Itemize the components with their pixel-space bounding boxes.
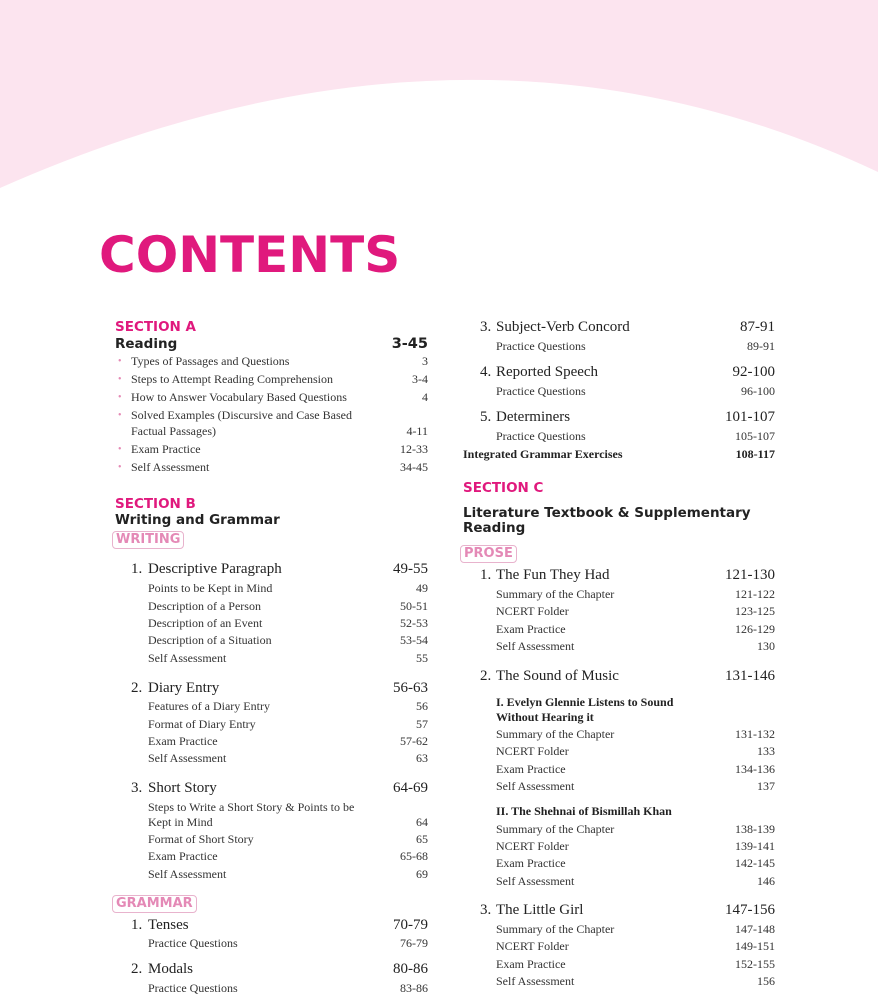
- page-range: 121-130: [725, 567, 775, 583]
- toc-entry[interactable]: [148, 633, 428, 648]
- entry-title: Summary of the Chapter: [496, 587, 615, 601]
- entry-title: Format of Diary Entry: [148, 717, 256, 731]
- page-range: 53-54: [400, 633, 428, 647]
- page-range: 131-132: [735, 727, 775, 741]
- page-range: 49: [416, 581, 428, 595]
- entry-title: NCERT Folder: [496, 604, 569, 618]
- page-range: 131-146: [725, 668, 775, 684]
- entry-title: Modals: [148, 961, 193, 977]
- page-title: CONTENTS: [99, 226, 401, 284]
- page-range: 147-156: [725, 902, 775, 918]
- page-range: 4-11: [406, 424, 428, 438]
- page-range: 142-145: [735, 856, 775, 870]
- entry-title: Description of an Event: [148, 616, 263, 630]
- entry-title: Reading: [115, 336, 178, 352]
- page-range: 121-122: [735, 587, 775, 601]
- toc-entry[interactable]: [148, 832, 428, 847]
- entry-title: Steps to Attempt Reading Comprehension: [131, 372, 333, 386]
- entry-title: Features of a Diary Entry: [148, 699, 270, 713]
- entry-title: The Sound of Music: [496, 668, 619, 684]
- toc-entry[interactable]: [496, 762, 775, 777]
- toc-entry[interactable]: [496, 429, 775, 444]
- bullet-icon: •: [118, 410, 122, 421]
- page-range: 64-69: [393, 780, 428, 796]
- entry-title: The Little Girl: [496, 902, 584, 918]
- page-range: 50-51: [400, 599, 428, 613]
- entry-title: Practice Questions: [496, 339, 586, 353]
- toc-entry[interactable]: [148, 616, 428, 631]
- entry-title: Practice Questions: [148, 936, 238, 950]
- page-range: 12-33: [400, 442, 428, 456]
- page-range: 137: [757, 779, 775, 793]
- toc-entry[interactable]: [148, 599, 428, 614]
- toc-entry[interactable]: [148, 581, 428, 596]
- chapter-number: 2.: [480, 668, 492, 684]
- entry-title: The Fun They Had: [496, 567, 610, 583]
- toc-entry[interactable]: [148, 849, 428, 864]
- page-range: 123-125: [735, 604, 775, 618]
- entry-title: Exam Practice: [131, 442, 201, 456]
- page-range: 64: [416, 815, 428, 829]
- entry-title: Self Assessment: [496, 779, 575, 793]
- entry-title: Reported Speech: [496, 364, 599, 380]
- page-range: 65-68: [400, 849, 428, 863]
- bullet-icon: •: [118, 374, 122, 385]
- page-range: 63: [416, 751, 428, 765]
- entry-title: II. The Shehnai of Bismillah Khan: [496, 804, 672, 818]
- page-range: 126-129: [735, 622, 775, 636]
- toc-entry[interactable]: [118, 459, 428, 475]
- chapter-number: 3.: [480, 319, 492, 335]
- page-range: 55: [416, 651, 428, 665]
- toc-entry[interactable]: [480, 668, 775, 685]
- entry-title: Self Assessment: [496, 639, 575, 653]
- toc-entry[interactable]: [480, 567, 775, 584]
- page-range: 147-148: [735, 922, 775, 936]
- toc-entry[interactable]: [118, 441, 428, 457]
- entry-title: Exam Practice: [496, 957, 566, 971]
- toc-entry[interactable]: [118, 389, 428, 405]
- entry-title: Exam Practice: [496, 622, 566, 636]
- toc-entry[interactable]: [496, 587, 775, 602]
- entry-title: Format of Short Story: [148, 832, 254, 846]
- section-heading: [463, 506, 775, 536]
- page-range: 130: [757, 639, 775, 653]
- toc-entry[interactable]: [496, 744, 775, 759]
- entry-title: SECTION B: [115, 496, 196, 512]
- entry-title: How to Answer Vocabulary Based Questions: [131, 390, 347, 404]
- toc-entry[interactable]: [496, 839, 775, 854]
- toc-entry[interactable]: [496, 727, 775, 742]
- chapter-number: 4.: [480, 364, 492, 380]
- entry-title: NCERT Folder: [496, 744, 569, 758]
- entry-title: Practice Questions: [148, 981, 238, 995]
- toc-entry[interactable]: [496, 384, 775, 399]
- section-heading: [115, 337, 428, 352]
- toc-entry[interactable]: [496, 695, 775, 725]
- entry-title: Self Assessment: [148, 867, 227, 881]
- bullet-icon: •: [118, 392, 122, 403]
- page-range: 49-55: [393, 561, 428, 577]
- toc-entry[interactable]: [118, 353, 428, 369]
- page-range: 3-45: [391, 336, 428, 352]
- section-label: [115, 319, 428, 335]
- entry-title: SECTION A: [115, 319, 197, 335]
- toc-entry[interactable]: [131, 561, 428, 578]
- toc-entry[interactable]: [148, 651, 428, 666]
- toc-entry[interactable]: [480, 409, 775, 426]
- bullet-icon: •: [118, 462, 122, 473]
- toc-entry[interactable]: [131, 961, 428, 978]
- toc-entry[interactable]: [131, 917, 428, 934]
- entry-title: Practice Questions: [496, 429, 586, 443]
- entry-title: Summary of the Chapter: [496, 822, 615, 836]
- toc-entry[interactable]: [496, 604, 775, 619]
- page-range: 101-107: [725, 409, 775, 425]
- entry-title: Summary of the Chapter: [496, 922, 615, 936]
- chapter-number: 1.: [131, 561, 143, 577]
- toc-entry[interactable]: [496, 939, 775, 954]
- page-range: 96-100: [741, 384, 775, 398]
- toc-entry[interactable]: [496, 622, 775, 637]
- page-range: 56: [416, 699, 428, 713]
- toc-entry[interactable]: [148, 717, 428, 732]
- chapter-number: 5.: [480, 409, 492, 425]
- bullet-icon: •: [118, 356, 122, 367]
- chapter-number: 2.: [131, 680, 143, 696]
- page-range: 57: [416, 717, 428, 731]
- entry-title: Writing and Grammar: [115, 512, 280, 528]
- entry-title: Solved Examples (Discursive and Case Based Factual Passages): [131, 408, 352, 438]
- chapter-number: 1.: [131, 917, 143, 933]
- page-range: 76-79: [400, 936, 428, 950]
- entry-title: Subject-Verb Concord: [496, 319, 630, 335]
- section-tag-writing: WRITING: [112, 531, 184, 549]
- entry-title: Exam Practice: [148, 734, 218, 748]
- entry-title: Description of a Person: [148, 599, 261, 613]
- chapter-number: 1.: [480, 567, 492, 583]
- entry-title: Description of a Situation: [148, 633, 272, 647]
- entry-title: Self Assessment: [131, 460, 210, 474]
- pink-header-band: [0, 0, 878, 260]
- section-label: [115, 496, 428, 512]
- page-range: 3: [422, 354, 428, 368]
- page-range: 152-155: [735, 957, 775, 971]
- entry-title: SECTION C: [463, 480, 544, 496]
- entry-title: Self Assessment: [496, 874, 575, 888]
- section-tag-prose: PROSE: [460, 545, 517, 563]
- entry-title: Self Assessment: [148, 751, 227, 765]
- page-range: 3-4: [412, 372, 428, 386]
- toc-entry[interactable]: [496, 874, 775, 889]
- section-label: [463, 480, 775, 496]
- toc-entry[interactable]: [148, 867, 428, 882]
- page-range: 34-45: [400, 460, 428, 474]
- entry-title: Exam Practice: [148, 849, 218, 863]
- page-range: 70-79: [393, 917, 428, 933]
- entry-title: NCERT Folder: [496, 939, 569, 953]
- toc-entry[interactable]: [118, 371, 428, 387]
- toc-entry[interactable]: [496, 957, 775, 972]
- toc-entry[interactable]: [148, 734, 428, 749]
- page-range: 56-63: [393, 680, 428, 696]
- entry-title: Descriptive Paragraph: [148, 561, 282, 577]
- page-range: 156: [757, 974, 775, 988]
- entry-title: Literature Textbook & Supplementary Reading: [463, 505, 751, 536]
- page-range: 4: [422, 390, 428, 404]
- entry-title: Types of Passages and Questions: [131, 354, 290, 368]
- section-tag-grammar: GRAMMAR: [112, 895, 197, 913]
- toc-entry[interactable]: [496, 639, 775, 654]
- page-range: 149-151: [735, 939, 775, 953]
- page-range: 138-139: [735, 822, 775, 836]
- entry-title: Tenses: [148, 917, 189, 933]
- page-range: 83-86: [400, 981, 428, 995]
- entry-title: Points to be Kept in Mind: [148, 581, 273, 595]
- toc-entry[interactable]: [131, 780, 428, 797]
- page-range: 146: [757, 874, 775, 888]
- toc-entry[interactable]: [496, 974, 775, 989]
- page-range: 87-91: [740, 319, 775, 335]
- chapter-number: 3.: [131, 780, 143, 796]
- toc-entry[interactable]: [480, 364, 775, 381]
- entry-title: Exam Practice: [496, 762, 566, 776]
- toc-entry[interactable]: [496, 339, 775, 354]
- toc-entry[interactable]: [480, 902, 775, 919]
- toc-entry[interactable]: [148, 936, 428, 951]
- chapter-number: 3.: [480, 902, 492, 918]
- toc-entry[interactable]: [148, 981, 428, 996]
- toc-entry[interactable]: [480, 319, 775, 336]
- page-range: 133: [757, 744, 775, 758]
- entry-title: Self Assessment: [496, 974, 575, 988]
- entry-title: Self Assessment: [148, 651, 227, 665]
- entry-title: Determiners: [496, 409, 571, 425]
- page-range: 57-62: [400, 734, 428, 748]
- page-range: 89-91: [747, 339, 775, 353]
- entry-title: Steps to Write a Short Story & Points to be Kept in Mind: [148, 800, 355, 829]
- page-range: 69: [416, 867, 428, 881]
- entry-title: Summary of the Chapter: [496, 727, 615, 741]
- toc-entry[interactable]: [463, 447, 775, 462]
- toc-entry[interactable]: [496, 779, 775, 794]
- page-range: 80-86: [393, 961, 428, 977]
- page-range: 92-100: [732, 364, 775, 380]
- page-range: 139-141: [735, 839, 775, 853]
- toc-entry[interactable]: [131, 680, 428, 697]
- toc-entry[interactable]: [148, 699, 428, 714]
- toc-entry[interactable]: [496, 856, 775, 871]
- page-range: 65: [416, 832, 428, 846]
- section-heading: [115, 513, 428, 528]
- page-range: 108-117: [735, 447, 775, 461]
- toc-entry[interactable]: [148, 800, 428, 830]
- toc-entry[interactable]: [118, 407, 428, 439]
- page-range: 52-53: [400, 616, 428, 630]
- toc-entry[interactable]: [496, 804, 775, 819]
- entry-title: I. Evelyn Glennie Listens to Sound Without Hearing it: [496, 695, 674, 724]
- entry-title: Integrated Grammar Exercises: [463, 447, 623, 461]
- entry-title: Exam Practice: [496, 856, 566, 870]
- toc-entry[interactable]: [496, 822, 775, 837]
- chapter-number: 2.: [131, 961, 143, 977]
- page-range: 105-107: [735, 429, 775, 443]
- entry-title: Practice Questions: [496, 384, 586, 398]
- page-range: 134-136: [735, 762, 775, 776]
- toc-entry[interactable]: [496, 922, 775, 937]
- entry-title: Short Story: [148, 780, 217, 796]
- toc-entry[interactable]: [148, 751, 428, 766]
- bullet-icon: •: [118, 444, 122, 455]
- entry-title: NCERT Folder: [496, 839, 569, 853]
- entry-title: Diary Entry: [148, 680, 220, 696]
